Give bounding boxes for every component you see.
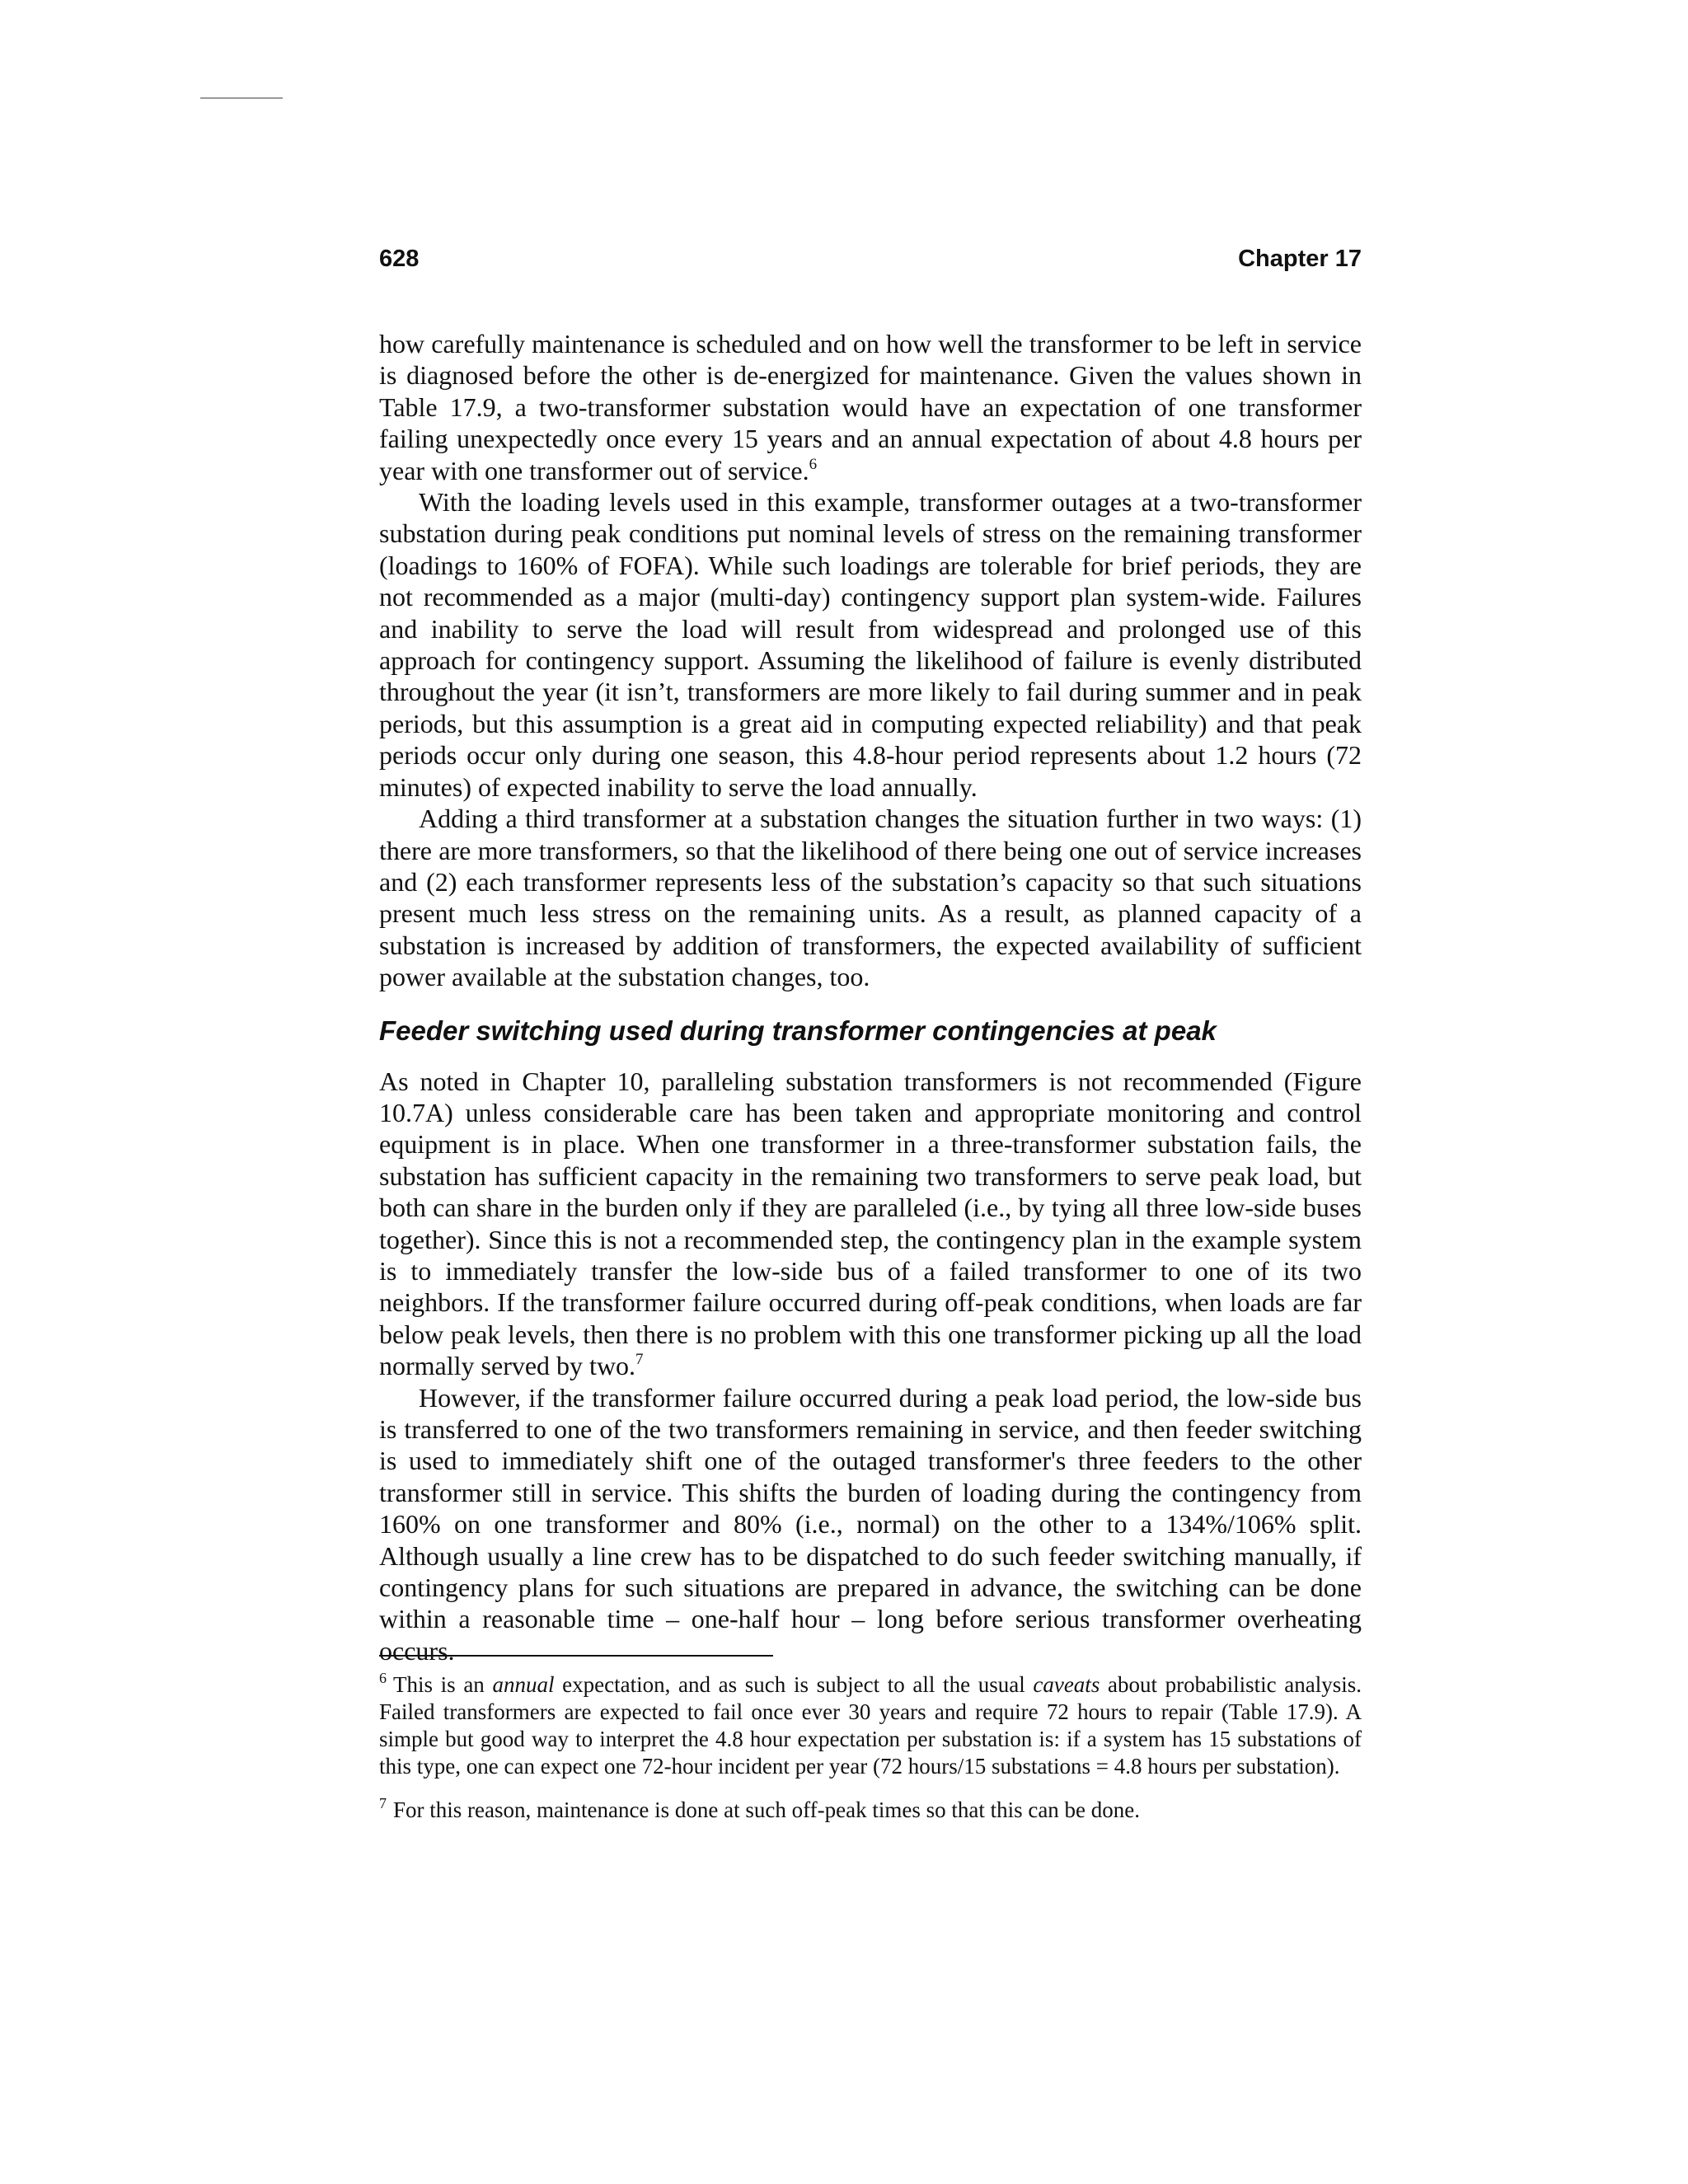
footnote-text: For this reason, maintenance is done at such off-peak times so that this can be done. <box>393 1797 1141 1822</box>
footnote-reference: 6 <box>809 455 818 473</box>
footnote-emphasis: caveats <box>1033 1672 1100 1697</box>
paragraph-text: Adding a third transformer at a substation changes the situation further in two ways: (1) there are more transformers, so that the likelihood of there being one out of service increases and (2) each transformer represents less of the substation’s capacity so that such situations present much less stress on the remaining units. As a result, as planned capacity of a substation is increased by addition of transformers, the expected availability of sufficient power available at the substation changes, too. <box>379 804 1362 992</box>
paragraph-text: As noted in Chapter 10, paralleling substation transformers is not recommended (Figure 10.7A) unless considerable care has been taken and appropriate monitoring and control equipment is in place. When one transformer in a three-transformer substation fails, the substation has sufficient capacity in the remaining two transformers to serve peak load, but both can share in the burden only if they are paralleled (i.e., by tying all three low-side buses together). Since this is not a recommended step, the contingency plan in the example system is to immediately transfer the low-side bus of a failed transformer to one of its two neighbors. If the transformer failure occurred during off-peak conditions, when loads are far below peak levels, then there is no problem with this one transformer picking up all the load normally served by two. <box>379 1066 1362 1381</box>
footnote-text: expectation, and as such is subject to all the usual <box>554 1672 1034 1697</box>
footnote-reference: 7 <box>635 1351 644 1369</box>
section-heading: Feeder switching used during transformer contingencies at peak <box>379 1015 1217 1046</box>
paragraph <box>379 328 1362 486</box>
footnote-mark: 7 <box>379 1795 387 1811</box>
footnote-emphasis: annual <box>492 1672 555 1697</box>
body-text <box>379 328 1362 1666</box>
footnote-6 <box>379 1671 1362 1780</box>
page-number: 628 <box>379 246 420 272</box>
paragraph <box>379 1382 1362 1667</box>
footnote-divider <box>379 1655 773 1657</box>
footnote-mark: 6 <box>379 1670 387 1686</box>
page-header <box>379 246 1362 279</box>
footnote-7 <box>379 1797 1362 1824</box>
paragraph <box>379 486 1362 803</box>
paragraph <box>379 1066 1362 1382</box>
scan-artifact-line <box>200 97 283 99</box>
paragraph <box>379 803 1362 992</box>
chapter-running-head: Chapter 17 <box>1238 246 1362 272</box>
footnote-text: about probabilistic analysis. Failed transformers are expected to fail once ever 30 years and require 72 hours to repair (Table 17.9). A simple but good way to interpret the 4.8 hour expectation per substation is: if a system has 15 substations of this type, one can expect one 72-hour incident per year (72 hours/15 substations = 4.8 hours per substation). <box>379 1672 1362 1779</box>
footnotes <box>379 1671 1362 1840</box>
paragraph-text: With the loading levels used in this example, transformer outages at a two-transformer substation during peak conditions put nominal levels of stress on the remaining transformer (loadings to 160% of FOFA). While such loadings are tolerable for brief periods, they are not recommended as a major (multi-day) contingency support plan system-wide. Failures and inability to serve the load will result from widespread and prolonged use of this approach for contingency support. Assuming the likelihood of failure is evenly distributed throughout the year (it isn’t, transformers are more likely to fail during summer and in peak periods, but this assumption is a great aid in computing expected reliability) and that peak periods occur only during one season, this 4.8-hour period represents about 1.2 hours (72 minutes) of expected inability to serve the load annually. <box>379 487 1362 802</box>
paragraph-text: how carefully maintenance is scheduled and on how well the transformer to be left in service is diagnosed before the other is de-energized for maintenance. Given the values shown in Table 17.9, a two-transformer substation would have an expectation of one transformer failing unexpectedly once every 15 years and an annual expectation of about 4.8 hours per year with one transformer out of service. <box>379 329 1362 485</box>
paragraph-text: However, if the transformer failure occurred during a peak load period, the low-side bus is transferred to one of the two transformers remaining in service, and then feeder switching is used to immediately shift one of the outaged transformer's three feeders to the other transformer still in service. This shifts the burden of loading during the contingency from 160% on one transformer and 80% (i.e., normal) on the other to a 134%/106% split. Although usually a line crew has to be dispatched to do such feeder switching manually, if contingency plans for such situations are prepared in advance, the switching can be done within a reasonable time – one-half hour – long before serious transformer overheating occurs. <box>379 1382 1362 1666</box>
footnote-text: This is an <box>393 1672 493 1697</box>
